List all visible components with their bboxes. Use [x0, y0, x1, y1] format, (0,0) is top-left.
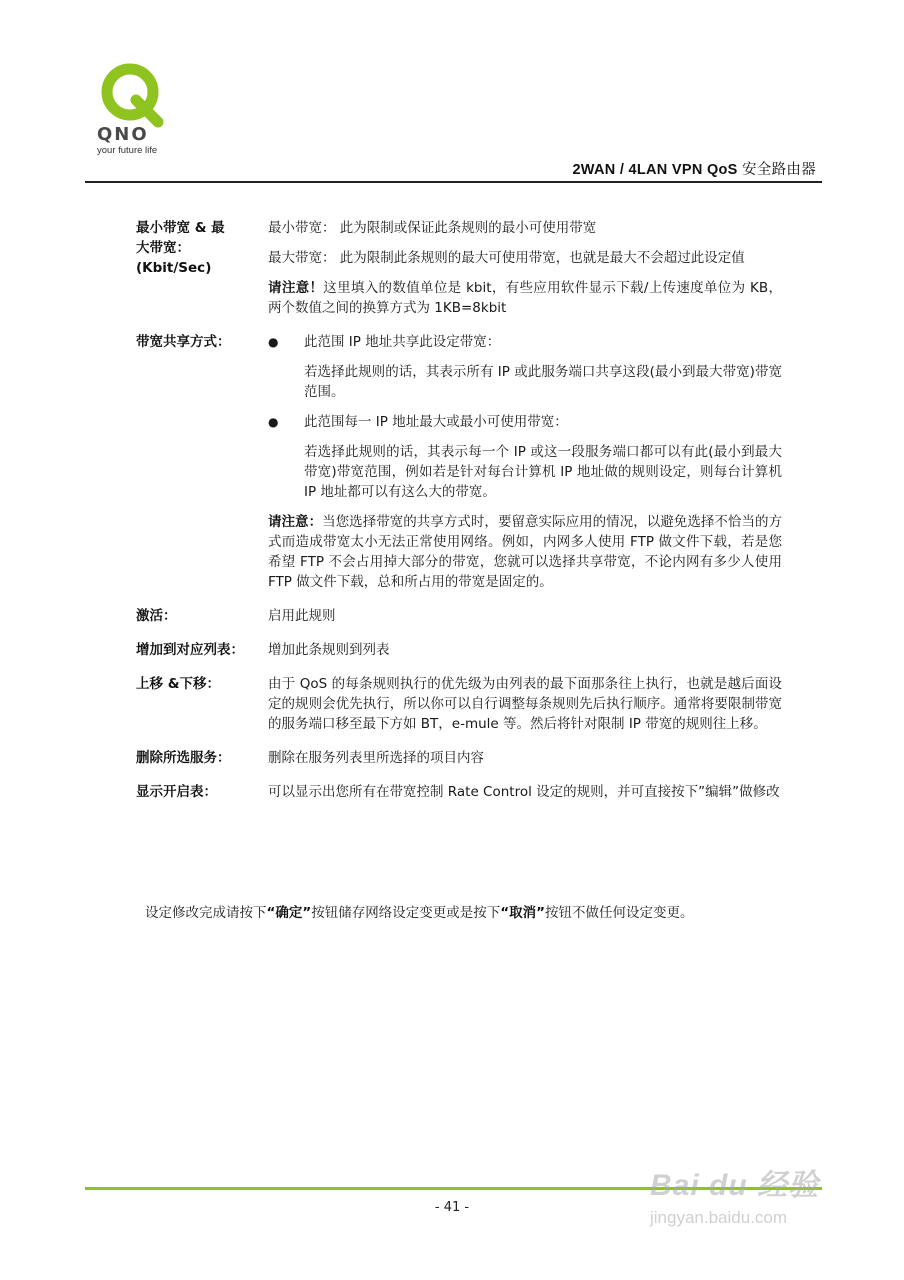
show-label: 显示开启表： — [136, 784, 217, 800]
delete-label: 删除所选服务： — [136, 750, 231, 766]
delete-text: 删除在服务列表里所选择的项目内容 — [268, 750, 484, 766]
bandwidth-note — [268, 278, 782, 318]
closing-part-2: 按钮储存网络设定变更或是按下 — [311, 905, 501, 921]
sharing-bullet-1-text: 此范围 IP 地址共享此设定带宽： — [304, 334, 501, 350]
bandwidth-description — [268, 218, 782, 318]
row-bandwidth — [136, 218, 782, 318]
sharing-description — [268, 332, 782, 592]
activate-text: 启用此规则 — [268, 608, 336, 624]
header-title-latin: 2WAN / 4LAN VPN QoS — [572, 162, 742, 178]
tagline: your future life — [97, 145, 158, 156]
watermark-site: jingyan.baidu.com — [650, 1208, 788, 1227]
activate-label: 激活： — [136, 608, 177, 624]
row-delete — [136, 748, 782, 768]
min-bandwidth-text: 最小带宽： 此为限制或保证此条规则的最小可使用带宽 — [268, 220, 597, 236]
add-text: 增加此条规则到列表 — [268, 642, 390, 658]
sharing-bullet-2 — [268, 412, 782, 432]
header-title-cn: 安全路由器 — [742, 162, 816, 178]
bandwidth-label-line-2: 大带宽： — [136, 240, 190, 256]
show-text: 可以显示出您所有在带宽控制 Rate Control 设定的规则，并可直接按下”编辑”做修改 — [268, 784, 780, 800]
sharing-note-prefix: 请注意： — [268, 514, 323, 530]
header-title — [572, 158, 816, 179]
bandwidth-label-line-1: 最小带宽 & 最 — [136, 220, 225, 236]
closing-ok: “确定” — [266, 905, 312, 921]
closing-cancel: “取消” — [500, 905, 545, 921]
bandwidth-note-text: 这里填入的数值单位是 kbit，有些应用软件显示下载/上传速度单位为 KB，两个数值之间的换算方式为 1KB=8kbit — [268, 280, 782, 316]
closing-part-1: 设定修改完成请按下 — [145, 905, 267, 921]
baidu-watermark — [650, 1160, 820, 1227]
closing-sentence — [145, 903, 694, 923]
row-activate — [136, 606, 782, 626]
move-label: 上移 &下移： — [136, 676, 220, 692]
closing-part-3: 按钮不做任何设定变更。 — [545, 905, 694, 921]
page-number: - 41 - — [434, 1200, 470, 1215]
document-body — [136, 218, 782, 816]
add-label: 增加到对应列表： — [136, 642, 244, 658]
header-rule — [85, 181, 822, 183]
sharing-bullet-2-desc: 若选择此规则的话，其表示每一个 IP 或这一段服务端口都可以有此(最小到最大带宽)带宽范围，例如若是针对每台计算机 IP 地址做的规则设定，则每台计算机 IP 地址都可以有这么大的带宽。 — [304, 444, 782, 500]
sharing-note-text: 当您选择带宽的共享方式时，要留意实际应用的情况，以避免选择不恰当的方式而造成带宽太小无法正常使用网络。例如，内网多人使用 FTP 做文件下载，若是您希望 FTP 不会占用掉大部分的带宽，您就可以选择共享带宽，不论内网有多少人使用 FTP 做文件下载，总和所占用的带宽是固定的。 — [268, 514, 783, 590]
bandwidth-label — [136, 218, 268, 318]
bullet-dot-icon: ● — [268, 335, 279, 349]
sharing-bullet-1 — [268, 332, 782, 352]
watermark-brand: Bai du 经验 — [650, 1169, 820, 1202]
move-text: 由于 QoS 的每条规则执行的优先级为由列表的最下面那条往上执行，也就是越后面设定的规则会优先执行，所以你可以自行调整每条规则先后执行顺序。通常将要限制带宽的服务端口移至最下方如 BT，e-mule 等。然后将针对限制 IP 带宽的规则往上移。 — [268, 676, 782, 732]
bandwidth-note-prefix: 请注意！ — [268, 280, 324, 296]
sharing-bullet-2-text: 此范围每一 IP 地址最大或最小可使用带宽： — [304, 414, 568, 430]
row-move — [136, 674, 782, 734]
sharing-note — [268, 512, 782, 592]
row-sharing — [136, 332, 782, 592]
logo-text: QNO — [97, 124, 149, 145]
sharing-bullet-1-desc: 若选择此规则的话，其表示所有 IP 或此服务端口共享这段(最小到最大带宽)带宽范围。 — [304, 364, 782, 400]
bandwidth-label-line-3: (Kbit/Sec) — [136, 260, 212, 276]
max-bandwidth-text: 最大带宽： 此为限制此条规则的最大可使用带宽，也就是最大不会超过此设定值 — [268, 250, 745, 266]
sharing-label: 带宽共享方式： — [136, 334, 231, 350]
bullet-dot-icon: ● — [268, 415, 279, 429]
row-show — [136, 782, 782, 802]
row-add — [136, 640, 782, 660]
